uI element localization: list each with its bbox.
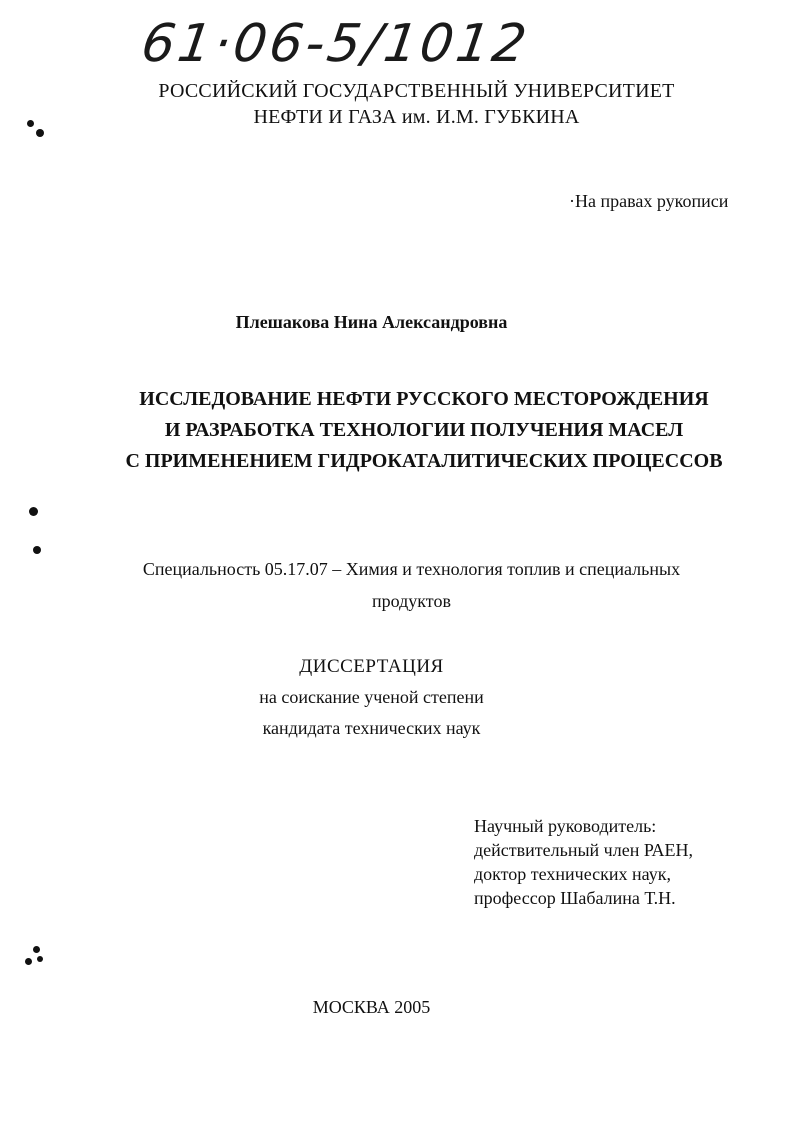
- supervisor-line-3: доктор технических наук,: [474, 864, 671, 884]
- scan-mark-dot: [37, 956, 43, 962]
- university-line-1: РОССИЙСКИЙ ГОСУДАРСТВЕННЫЙ УНИВЕРСИТИЕТ: [158, 80, 675, 102]
- university-line-2: НЕФТИ И ГАЗА им. И.М. ГУБКИНА: [253, 106, 580, 128]
- title-line-2: И РАЗРАБОТКА ТЕХНОЛОГИИ ПОЛУЧЕНИЯ МАСЕЛ: [164, 419, 684, 441]
- degree-line-2: кандидата технических наук: [262, 718, 481, 738]
- degree-line-1: на соискание ученой степени: [259, 687, 484, 707]
- scan-mark-dot: [36, 129, 44, 137]
- scan-mark-dot: [33, 946, 40, 953]
- university-name: [40, 78, 793, 130]
- supervisor-block: [474, 814, 693, 910]
- title-line-1: ИССЛЕДОВАНИЕ НЕФТИ РУССКОГО МЕСТОРОЖДЕНИЯ: [139, 388, 709, 410]
- dissertation-heading: ДИССЕРТАЦИЯ: [299, 656, 444, 677]
- scan-mark-dot: [33, 546, 41, 554]
- scan-mark-dot: [29, 507, 38, 516]
- dissertation-title: [55, 384, 793, 477]
- supervisor-line-1: Научный руководитель:: [474, 816, 657, 836]
- author-name: Плешакова Нина Александровна: [235, 312, 508, 332]
- scan-mark-dot: [27, 120, 34, 127]
- supervisor-line-4: профессор Шабалина Т.Н.: [474, 888, 676, 908]
- degree-block: [0, 651, 743, 744]
- title-line-3: С ПРИМЕНЕНИЕМ ГИДРОКАТАЛИТИЧЕСКИХ ПРОЦЕССОВ: [125, 450, 723, 472]
- archive-handwritten-number: 61·06-5/1012: [137, 14, 533, 74]
- specialty-line-2: продуктов: [372, 591, 451, 611]
- scan-mark-dot: [25, 958, 32, 965]
- manuscript-rights-note: ·На правах рукописи: [569, 191, 729, 211]
- supervisor-line-2: действительный член РАЕН,: [474, 840, 694, 860]
- specialty: [60, 553, 763, 617]
- specialty-line-1: Специальность 05.17.07 – Химия и технология топлив и специальных: [142, 559, 681, 579]
- city-year: МОСКВА 2005: [312, 997, 431, 1017]
